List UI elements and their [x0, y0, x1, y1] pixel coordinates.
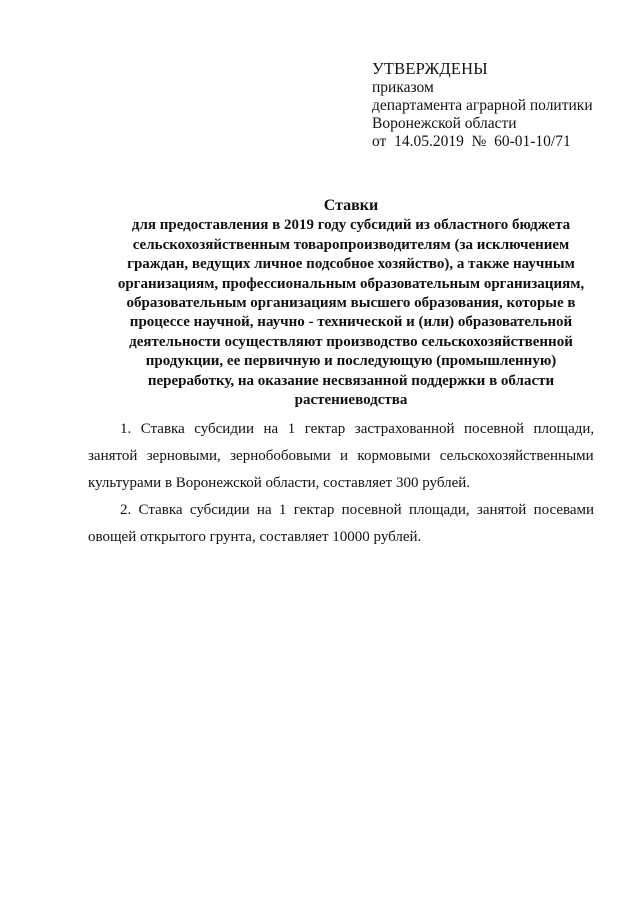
paragraph-2-line-2: овощей открытого грунта, составляет 10000 рублей. [88, 529, 422, 545]
paragraph-1-line-1: 1. Ставка субсидии на 1 гектар застрахованной посевной площади, [120, 421, 595, 437]
document-title-block [108, 196, 594, 410]
title-line: организациям, профессиональным образовательным организациям, [117, 275, 585, 292]
approval-heading: УТВЕРЖДЕНЫ [372, 59, 488, 78]
approval-line-date-number: от 14.05.2019 № 60-01-10/71 [372, 133, 571, 150]
title-line: сельскохозяйственным товаропроизводителям (за исключением [132, 236, 570, 253]
title-line: переработку, на оказание несвязанной поддержки в области [147, 372, 555, 389]
title-line: для предоставления в 2019 году субсидий из областного бюджета [131, 217, 571, 234]
title-line: растениеводства [294, 392, 408, 409]
approval-line-department: департамента аграрной политики [372, 97, 593, 114]
approval-stamp [372, 58, 622, 151]
paragraph-1-line-2: занятой зерновыми, зернобобовыми и кормовыми сельскохозяйственными [88, 448, 594, 464]
paragraph-1-line-3: культурами в Воронежской области, составляет 300 рублей. [88, 475, 471, 491]
paragraph-2-line-1: 2. Ставка субсидии на 1 гектар посевной площади, занятой посевами [120, 502, 595, 518]
paragraph-1 [88, 416, 594, 497]
title-line: деятельности осуществляют производство сельскохозяйственной [129, 333, 573, 350]
document-title: Ставки [323, 197, 379, 214]
title-line: образовательным организациям высшего образования, которые в [126, 295, 576, 312]
approval-line-order: приказом [372, 79, 434, 96]
title-line: процессе научной, научно - технической и (или) образовательной [129, 314, 573, 331]
paragraph-2 [88, 497, 594, 551]
approval-line-region: Воронежской области [372, 115, 517, 132]
title-line: продукции, ее первичную и последующую (промышленную) [145, 353, 557, 370]
title-line: граждан, ведущих личное подсобное хозяйство), а также научным [127, 256, 575, 273]
